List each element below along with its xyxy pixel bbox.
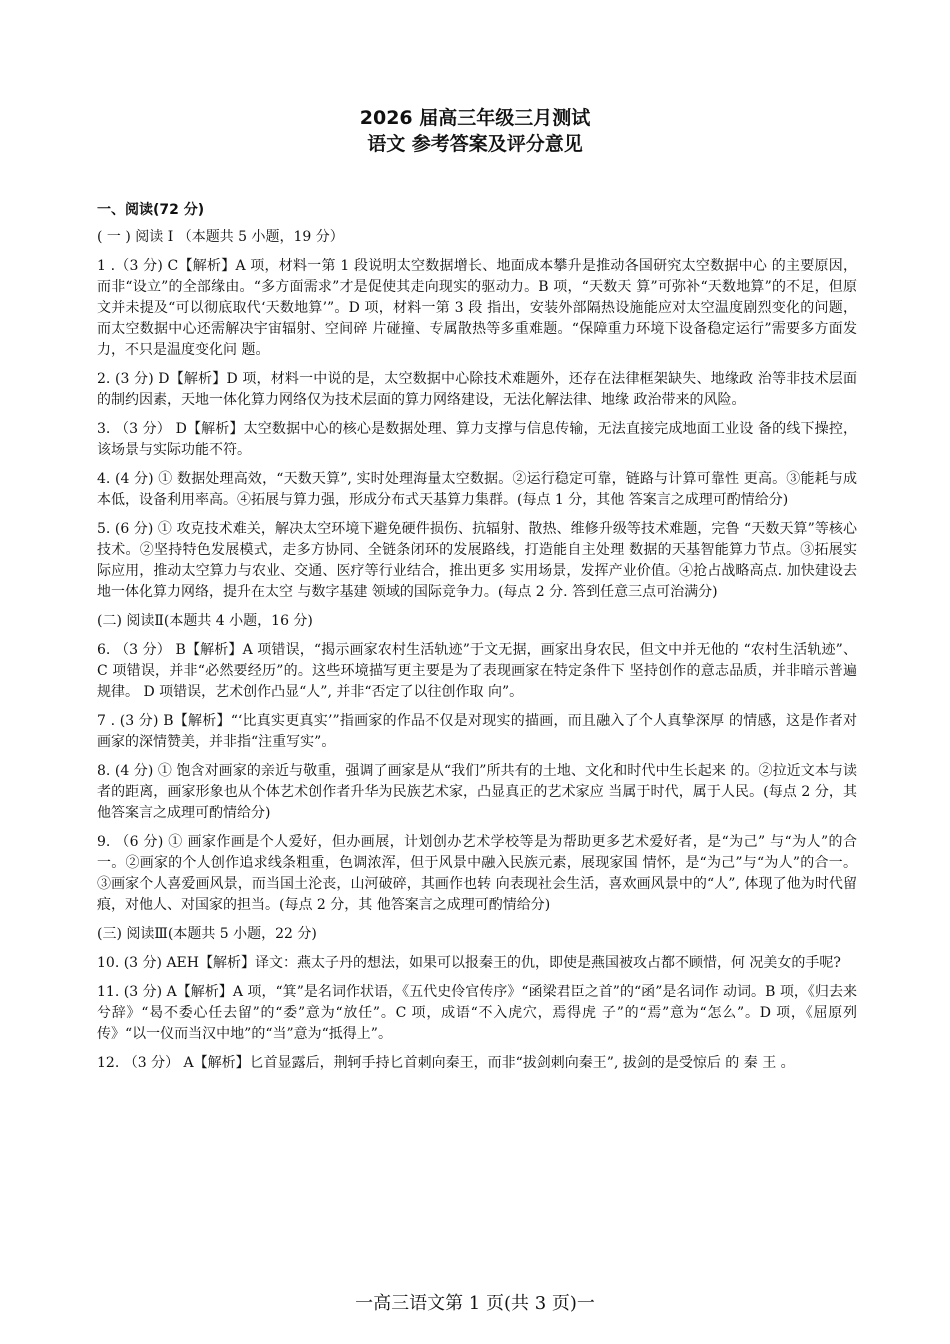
answer-item-8: 8. (4 分) ① 饱含对画家的亲近与敬重，强调了画家是从“我们”所共有的土地、文化和时代中生长起来 的。②拉近文本与读者的距离，画家形象也从个体艺术创作者升华为民族艺术家，凸显真正的艺术家应 当属于时代，属于人民。(每点 2 分，其他答案言之成理可酌情给分) — [97, 763, 857, 821]
page-footer: 一高三语文第 1 页(共 3 页)一 — [355, 1293, 595, 1314]
answer-item-10: 10. (3 分) AEH【解析】译文：燕太子丹的想法，如果可以报秦王的仇，即使是燕国被攻占都不顾惜，何 况美女的手呢? — [97, 955, 841, 971]
answer-content — [97, 200, 857, 1082]
answer-item-7: 7 . (3 分) B【解析】“‘比真实更真实’”指画家的作品不仅是对现实的描画，而且融入了个人真挚深厚 的情感，这是作者对画家的深情赞美，并非指“注重写实”。 — [97, 713, 857, 750]
section-heading-reading: 一、阅读(72 分) — [97, 202, 205, 218]
answer-item-9: 9. （6 分) ① 画家作画是个人爱好，但办画展，计划创办艺术学校等是为帮助更多艺术爱好者，是“为己” 与“为人”的合一。②画家的个人创作追求线条粗重，色调浓浑，但于风景中融入民族元素，展现家国 情怀，是“为己”与“为人”的合一。③画家个人喜爱画风景，而当国土沦丧，山河破碎，其画作也转 向表现社会生活，喜欢画风景中的“人”, 体现了他为时代留痕，对他人、对国家的担当。(每点 2 分，其 他答案言之成理可酌情给分) — [97, 834, 857, 913]
answer-item-3: 3. （3 分） D【解析】太空数据中心的核心是数据处理、算力支撑与信息传输，无法直接完成地面工业设 备的线下操控，该场景与实际功能不符。 — [97, 421, 857, 458]
answer-item-5: 5. (6 分) ① 攻克技术难关，解决太空环境下避免硬件损伤、抗辐射、散热、维修升级等技术难题，完鲁 “天数天算”等核心技术。②坚持特色发展模式，走多方协同、全链条闭环的发展路线，打造能自主处理 数据的天基智能算力节点。③拓展实际应用，推动太空算力与农业、交通、医疗等行业结合，推出更多 实用场景，发挥产业价值。④抢占战略高点. 加快建设去地一体化算力网络，提升在太空 与数字基建 领域的国际竞争力。(每点 2 分. 答到任意三点可治满分) — [97, 521, 857, 600]
subsection-heading-reading3: (三) 阅读Ⅲ(本题共 5 小题，22 分) — [97, 926, 317, 942]
answer-item-2: 2. (3 分) D【解析】D 项，材料一中说的是，太空数据中心除技术难题外，还存在法律框架缺失、地缘政 治等非技术层面的制约因素，天地一体化算力网络仅为技术层面的算力网络建设，无法化解法律、地缘 政治带来的风险。 — [97, 371, 857, 408]
answer-item-4: 4. (4 分) ① 数据处理高效，“天数天算”, 实时处理海量太空数据。②运行稳定可靠，链路与计算可靠性 更高。③能耗与成本低，设备利用率高。④拓展与算力强，形成分布式天基算力集群。(每点 1 分，其他 答案言之成理可酌情给分) — [97, 471, 857, 508]
subsection-heading-reading1: ( 一 ) 阅读 I （本题共 5 小题，19 分） — [97, 229, 344, 245]
document-subtitle: 语文 参考答案及评分意见 — [367, 133, 583, 155]
document-title: 2026 届高三年级三月测试 — [359, 107, 591, 129]
answer-item-12: 12. （3 分） A【解析】匕首显露后，荆轲手持匕首刺向秦王，而非“拔剑刺向秦王”, 拔剑的是受惊后 的 秦 王 。 — [97, 1055, 795, 1071]
answer-item-6: 6. （3 分） B【解析】A 项错误，“揭示画家农村生活轨迹”于文无据，画家出身农民，但文中并无他的 “农村生活轨迹”、C 项错误，并非“必然要经历”的。这些环境描写更主要是为了表现画家在特定条件下 坚持创作的意志品质，并非暗示普遍规律。 D 项错误，艺术创作凸显“人”, 并非“否定了以往创作取 向”。 — [97, 642, 857, 700]
subsection-heading-reading2: (二) 阅读Ⅱ(本题共 4 小题，16 分) — [97, 613, 313, 629]
answer-item-1: 1 .（3 分) C【解析】A 项，材料一第 1 段说明太空数据增长、地面成本攀升是推动各国研究太空数据中心 的主要原因，而非“设立”的全部缘由。“多方面需求”才是促使其走向现实的驱动力。B 项，“天数天 算”可弥补“天数地算”的不足，但原文并未提及“可以彻底取代‘天数地算’”。D 项，材料一第 3 段 指出，安装外部隔热设施能应对太空温度剧烈变化的问题，而太空数据中心还需解决宇宙辐射、空间碎 片碰撞、专属散热等多重难题。“保障重力环境下设备稳定运行”需要多方面发力，不只是温度变化问 题。 — [97, 258, 857, 358]
answer-item-11: 11. (3 分) A【解析】A 项，“箕”是名词作状语，《五代史伶官传序》“函梁君臣之首”的“函”是名词作 动词。B 项，《归去来兮辞》“曷不委心任去留”的“委”意为“放任”。C 项，成语“不入虎穴，焉得虎 子”的“焉”意为“怎么”。D 项，《屈原列传》“以一仪而当汉中地”的“当”意为“抵得上”。 — [97, 984, 857, 1042]
